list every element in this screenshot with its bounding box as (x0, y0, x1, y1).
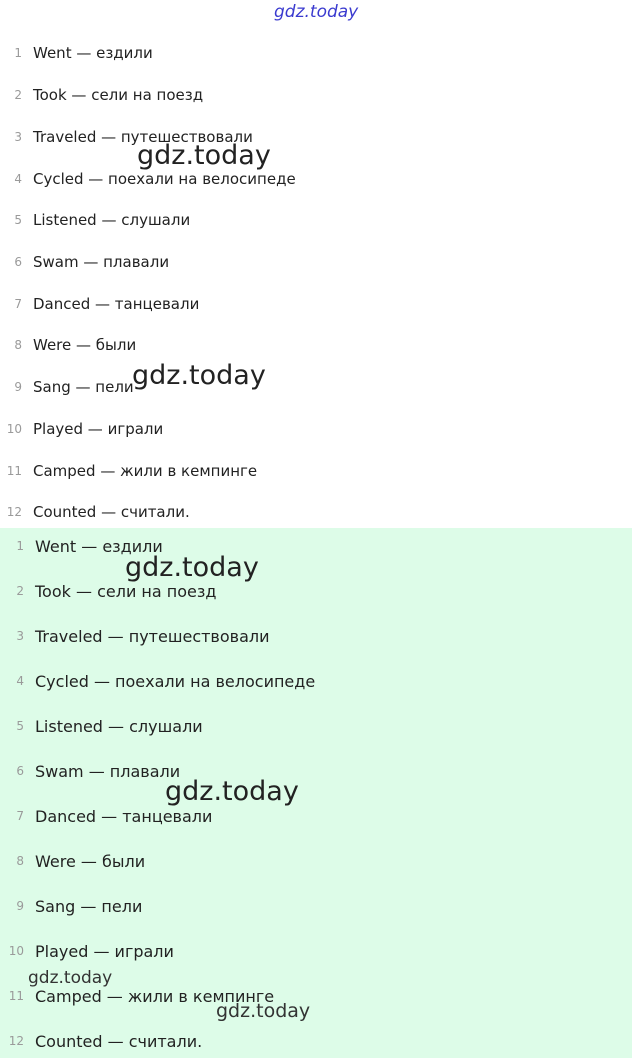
list-item (0, 984, 274, 1008)
item-text: Swam — плавали (35, 761, 181, 781)
list-item (0, 849, 145, 873)
item-text: Took — сели на поезд (35, 581, 217, 601)
watermark: gdz.today (216, 1000, 311, 1022)
item-number: 10 (6, 422, 22, 436)
list-item (0, 714, 203, 738)
item-text: Listened — слушали (33, 211, 191, 229)
item-number: 5 (14, 213, 22, 227)
item-text: Swam — плавали (33, 253, 170, 271)
item-text: Danced — танцевали (35, 806, 213, 826)
item-text: Played — играли (35, 941, 174, 961)
watermark: gdz.today (137, 140, 271, 171)
item-text: Counted — считали. (35, 1031, 203, 1051)
list-item (0, 534, 163, 558)
item-text: Counted — считали. (33, 503, 190, 521)
watermark: gdz.today (125, 552, 259, 583)
list-item (0, 292, 199, 316)
list-item (0, 208, 190, 232)
item-number: 2 (14, 88, 22, 102)
item-text: Were — были (33, 336, 137, 354)
item-text: Played — играли (33, 420, 164, 438)
item-number: 2 (16, 584, 24, 598)
item-number: 5 (16, 719, 24, 733)
item-number: 3 (14, 130, 22, 144)
list-item (0, 669, 315, 693)
item-text: Were — были (35, 851, 146, 871)
list-item (0, 894, 142, 918)
list-item (0, 41, 153, 65)
item-number: 9 (14, 380, 22, 394)
item-number: 11 (8, 989, 24, 1003)
watermark: gdz.today (28, 968, 113, 988)
item-number: 12 (8, 1034, 24, 1048)
list-item (0, 804, 212, 828)
item-number: 6 (14, 255, 22, 269)
item-text: Sang — пели (35, 896, 143, 916)
list-item (0, 250, 169, 274)
list-item (0, 375, 134, 399)
list-item (0, 83, 203, 107)
item-text: Went — ездили (35, 536, 163, 556)
item-text: Sang — пели (33, 378, 134, 396)
item-number: 7 (16, 809, 24, 823)
list-item (0, 125, 253, 149)
item-number: 3 (16, 629, 24, 643)
list-item (0, 167, 296, 191)
item-number: 9 (16, 899, 24, 913)
answer-list-highlighted (0, 528, 632, 1058)
item-number: 8 (16, 854, 24, 868)
item-text: Traveled — путешествовали (35, 626, 270, 646)
list-item (0, 500, 190, 524)
item-text: Camped — жили в кемпинге (33, 462, 258, 480)
item-number: 1 (16, 539, 24, 553)
item-number: 11 (6, 464, 22, 478)
list-item (0, 333, 136, 357)
list-item (0, 1029, 202, 1053)
item-text: Took — сели на поезд (33, 86, 204, 104)
item-number: 4 (14, 172, 22, 186)
answer-list-plain (0, 0, 632, 528)
list-item (0, 939, 174, 963)
item-text: Camped — жили в кемпинге (35, 986, 275, 1006)
header-watermark: gdz.today (274, 2, 359, 22)
item-text: Went — ездили (33, 44, 153, 62)
item-text: Traveled — путешествовали (33, 128, 253, 146)
item-number: 10 (8, 944, 24, 958)
item-number: 7 (14, 297, 22, 311)
list-item (0, 459, 257, 483)
item-text: Cycled — поехали на велосипеде (33, 170, 296, 188)
item-number: 4 (16, 674, 24, 688)
item-number: 1 (14, 46, 22, 60)
watermark: gdz.today (165, 776, 299, 807)
list-item (0, 624, 270, 648)
item-number: 12 (6, 505, 22, 519)
list-item (0, 759, 180, 783)
item-text: Cycled — поехали на велосипеде (35, 671, 316, 691)
item-text: Danced — танцевали (33, 295, 200, 313)
item-number: 8 (14, 338, 22, 352)
list-item (0, 579, 216, 603)
watermark: gdz.today (132, 360, 266, 391)
item-number: 6 (16, 764, 24, 778)
list-item (0, 417, 163, 441)
item-text: Listened — слушали (35, 716, 203, 736)
